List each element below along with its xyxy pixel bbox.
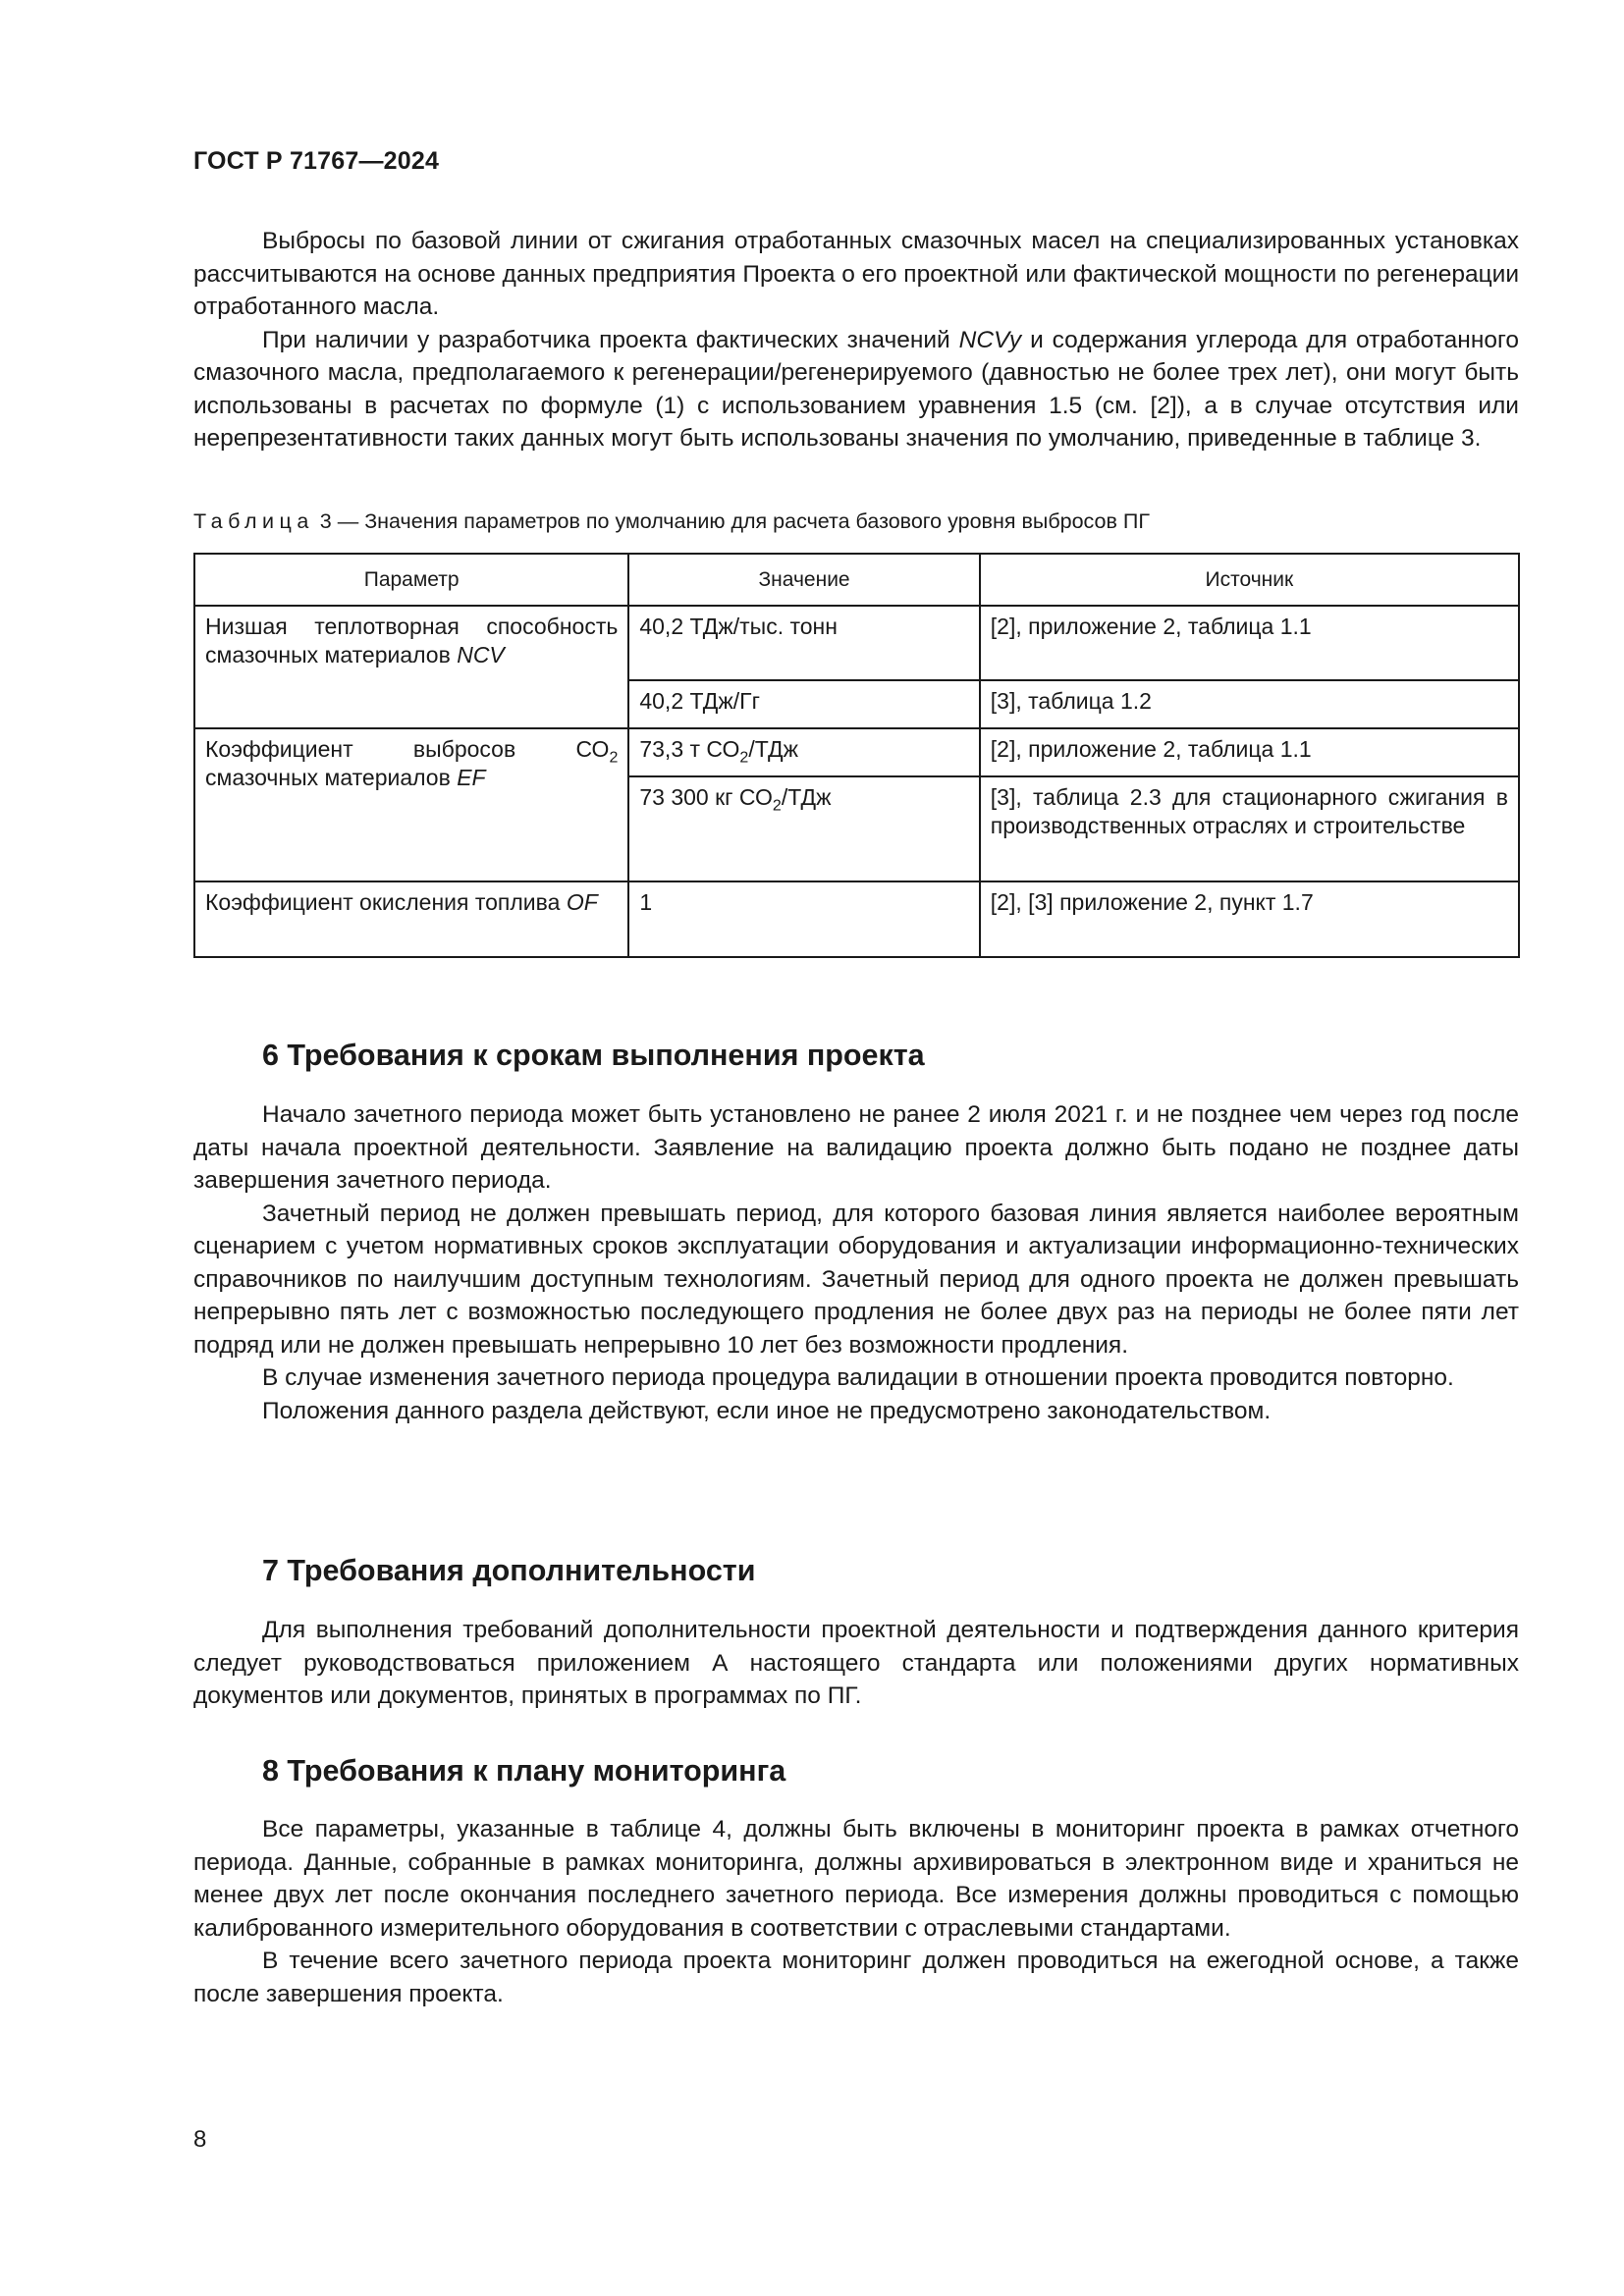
header-source: Источник xyxy=(980,554,1519,606)
ncv-value-1: 40,2 ТДж/тыс. тонн xyxy=(628,606,979,680)
ef-value-2: 73 300 кг $СО_2$/ТДж xyxy=(628,776,979,881)
intro-text xyxy=(193,225,1519,455)
parameters-table xyxy=(193,553,1520,958)
ncv-parameter-cell: Низшая теплотворная способность смазочных материалов NCV xyxy=(194,606,628,728)
ef-value-1: 73,3 т $СО_2$/ТДж xyxy=(628,728,979,776)
section-8-paragraph-1: Все параметры, указанные в таблице 4, должны быть включены в мониторинг проекта в рамках отчетного периода. Данные, собранные в рамках мониторинга, должны архивироваться в электронном виде и храниться не менее двух лет после окончания последнего зачетного периода. Все измерения должны проводиться с помощью калиброванного измерительного оборудования в соответствии с отраслевыми стандартами. xyxy=(193,1816,1519,1942)
table-row xyxy=(194,728,1519,776)
of-source: [2], [3] приложение 2, пункт 1.7 xyxy=(980,881,1519,957)
section-7-paragraph-1: Для выполнения требований дополнительности проектной деятельности и подтверждения данного критерия следует руководствоваться приложением А настоящего стандарта или положениями других нормативных документов или документов, принятых в программах по ПГ. xyxy=(193,1617,1519,1709)
section-6-text xyxy=(193,1098,1519,1427)
table-caption: Таблица 3 — Значения параметров по умолчанию для расчета базового уровня выбросов ПГ xyxy=(193,509,1150,533)
section-8-text xyxy=(193,1813,1519,2010)
ncv-source-1: [2], приложение 2, таблица 1.1 xyxy=(980,606,1519,680)
of-parameter-cell: Коэффициент окисления топлива OF xyxy=(194,881,628,957)
ncv-value-2: 40,2 ТДж/Гг xyxy=(628,680,979,728)
section-6-paragraph-2: Зачетный период не должен превышать период, для которого базовая линия является наиболее вероятным сценарием с учетом нормативных сроков эксплуатации оборудования и актуализации информационно-технических справочников по наилучшим доступным технологиям. Зачетный период для одного проекта не должен превышать непрерывно пять лет с возможностью последующего продления не более двух раз на периоды не более пяти лет подряд или не должен превышать непрерывно 10 лет без возможности продления. xyxy=(193,1200,1519,1359)
ef-source-1: [2], приложение 2, таблица 1.1 xyxy=(980,728,1519,776)
section-6-paragraph-1: Начало зачетного периода может быть установлено не ранее 2 июля 2021 г. и не позднее чем через год после даты начала проектной деятельности. Заявление на валидацию проекта должно быть подано не позднее даты завершения зачетного периода. xyxy=(193,1101,1519,1194)
section-7-text xyxy=(193,1614,1519,1713)
of-value: 1 xyxy=(628,881,979,957)
document-header: ГОСТ Р 71767—2024 xyxy=(193,147,440,175)
intro-paragraph-2: При наличии у разработчика проекта фактических значений NCVy и содержания углерода для отработанного смазочного масла, предполагаемого к регенерации/регенерируемого (давностью не более трех лет), они могут быть использованы в расчетах по формуле (1) с использованием уравнения 1.5 (см. [2]), а в случае отсутствия или нерепрезентативности таких данных могут быть использованы значения по умолчанию, приведенные в таблице 3. xyxy=(193,326,1519,452)
section-8-title: 8 Требования к плану мониторинга xyxy=(262,1754,786,1788)
section-6-paragraph-3: В случае изменения зачетного периода процедура валидации в отношении проекта проводится повторно. xyxy=(262,1364,1454,1391)
intro-paragraph-1: Выбросы по базовой линии от сжигания отработанных смазочных масел на специализированных установках рассчитываются на основе данных предприятия Проекта о его проектной или фактической мощности по регенерации отработанного масла. xyxy=(193,228,1519,320)
table-row xyxy=(194,606,1519,680)
section-7-title: 7 Требования дополнительности xyxy=(262,1554,756,1587)
section-6-paragraph-4: Положения данного раздела действуют, если иное не предусмотрено законодательством. xyxy=(262,1397,1272,1424)
table-row xyxy=(194,881,1519,957)
ncv-source-2: [3], таблица 1.2 xyxy=(980,680,1519,728)
page-number: 8 xyxy=(193,2126,207,2153)
section-8-paragraph-2: В течение всего зачетного периода проекта мониторинг должен проводиться на ежегодной основе, а также после завершения проекта. xyxy=(193,1948,1519,2007)
ef-source-2: [3], таблица 2.3 для стационарного сжигания в производственных отраслях и строительстве xyxy=(980,776,1519,881)
header-parameter: Параметр xyxy=(194,554,628,606)
header-value: Значение xyxy=(628,554,979,606)
ef-parameter-cell: Коэффициент выбросов $СО_2$ смазочных материалов EF xyxy=(194,728,628,881)
section-6-title: 6 Требования к срокам выполнения проекта xyxy=(262,1039,925,1072)
table-header-row xyxy=(194,554,1519,606)
